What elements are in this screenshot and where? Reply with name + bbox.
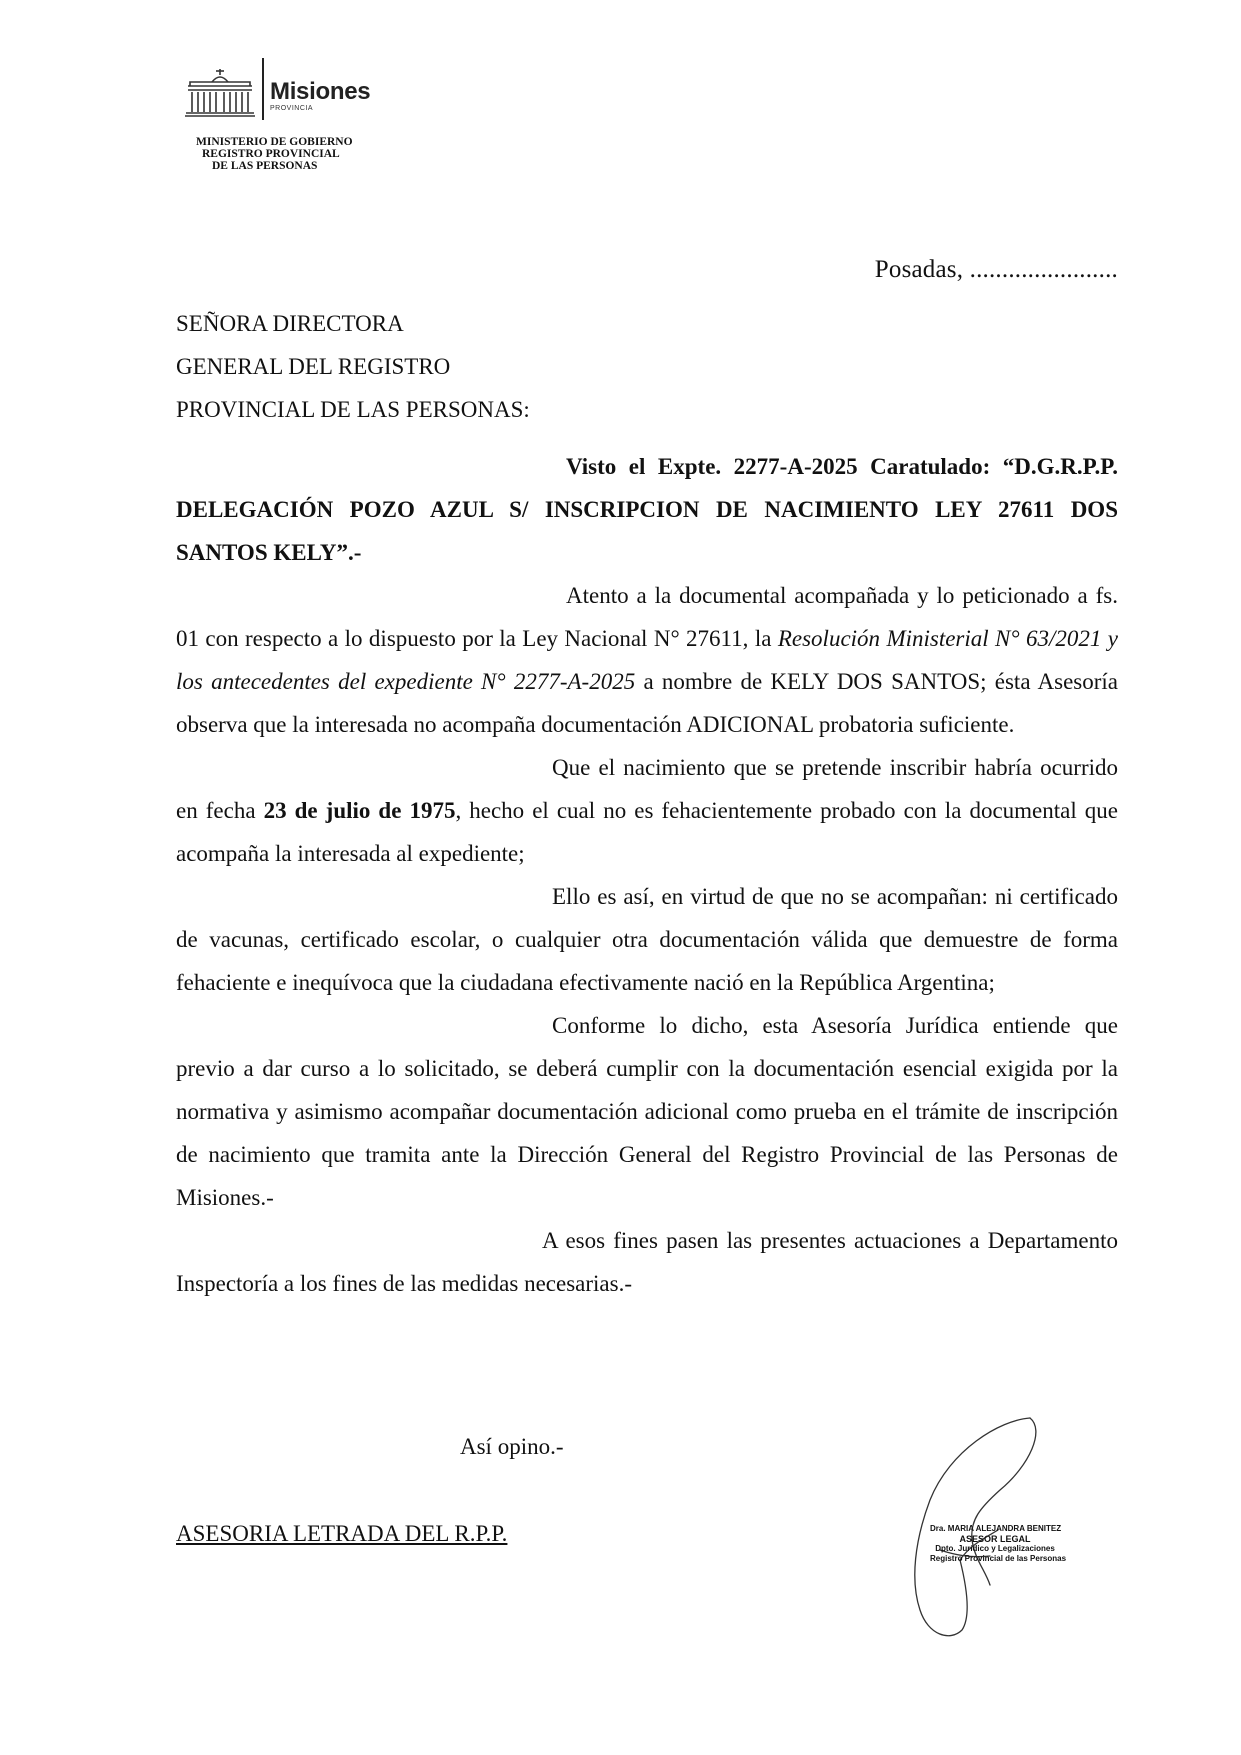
paragraph-documental-pre: Atento a la documental acompañada y lo peticionado a fs. 01 con respecto a lo dispuesto por la Ley Nacional N° 27611, la [176, 583, 1118, 651]
ministry-line-3: DE LAS PERSONAS [212, 160, 318, 172]
paragraph-documental-post: a nombre de KELY DOS SANTOS; ésta Asesoría observa que la interesada no acompaña documentación ADICIONAL probatoria suficiente. [176, 669, 1118, 737]
brand-subtitle: PROVINCIA [270, 105, 314, 112]
paragraph-nacimiento-post: , hecho el cual no es fehacientemente probado con la documental que acompaña la interesada al expediente; [176, 798, 1118, 866]
place-date: Posadas, ....................... [874, 256, 1118, 283]
paragraph-documental [176, 574, 1118, 746]
birth-date: 23 de julio de 1975 [263, 798, 456, 823]
brand-name: Misiones [270, 78, 371, 105]
stamp-line-2: ASESOR LEGAL [959, 1534, 1031, 1544]
stamp-line-4: Registro Provincial de las Personas [930, 1554, 1067, 1563]
paragraph-nacimiento-pre: Que el nacimiento que se pretende inscribir habría ocurrido en fecha [176, 755, 1118, 823]
logo [184, 58, 370, 122]
addressee-line-1: SEÑORA DIRECTORA [176, 311, 404, 336]
addressee-line-3: PROVINCIAL DE LAS PERSONAS: [176, 397, 530, 422]
paragraph-documental-italic: Resolución Ministerial N° 63/2021 y los antecedentes del expediente N° 2277-A-2025 [176, 626, 1118, 694]
paragraph-conforme: Conforme lo dicho, esta Asesoría Jurídica entiende que previo a dar curso a lo solicitado, se deberá cumplir con la documentación esencial exigida por la normativa y asimismo acompañar documentación adicional como prueba en el trámite de inscripción de nacimiento que tramita ante la Dirección General del Registro Provincial de las Personas de Misiones.- [176, 1013, 1118, 1210]
ministry-line-2: REGISTRO PROVINCIAL [202, 148, 340, 160]
stamp-line-1: Dra. MARIA ALEJANDRA BENITEZ [930, 1524, 1062, 1533]
closing-opinion: Así opino.- [460, 1434, 564, 1459]
paragraph-nacimiento [176, 746, 1118, 875]
letterhead [180, 58, 400, 188]
ministry-line-1: MINISTERIO DE GOBIERNO [196, 136, 353, 148]
logo-divider [262, 58, 264, 120]
letter-body [176, 445, 1118, 1305]
addressee-line-2: GENERAL DEL REGISTRO [176, 354, 451, 379]
brand [270, 80, 370, 112]
visto-paragraph: Visto el Expte. 2277-A-2025 Caratulado: “D.G.R.P.P. DELEGACIÓN POZO AZUL S/ INSCRIPCION DE NACIMIENTO LEY 27611 DOS SANTOS KELY”.- [176, 454, 1118, 565]
legal-stamp [930, 1524, 1067, 1564]
paragraph-fines: A esos fines pasen las presentes actuaciones a Departamento Inspectoría a los fines de las medidas necesarias.- [176, 1228, 1118, 1296]
office-name: ASESORIA LETRADA DEL R.P.P. [176, 1521, 508, 1546]
paragraph-ello: Ello es así, en virtud de que no se acompañan: ni certificado de vacunas, certificado escolar, o cualquier otra documentación válida que demuestre de forma fehaciente e inequívoca que la ciudadana efectivamente nació en la República Argentina; [176, 884, 1118, 995]
government-building-icon [184, 66, 256, 118]
stamp-line-3: Dpto. Jurídico y Legalizaciones [935, 1544, 1055, 1553]
addressee [176, 302, 530, 431]
